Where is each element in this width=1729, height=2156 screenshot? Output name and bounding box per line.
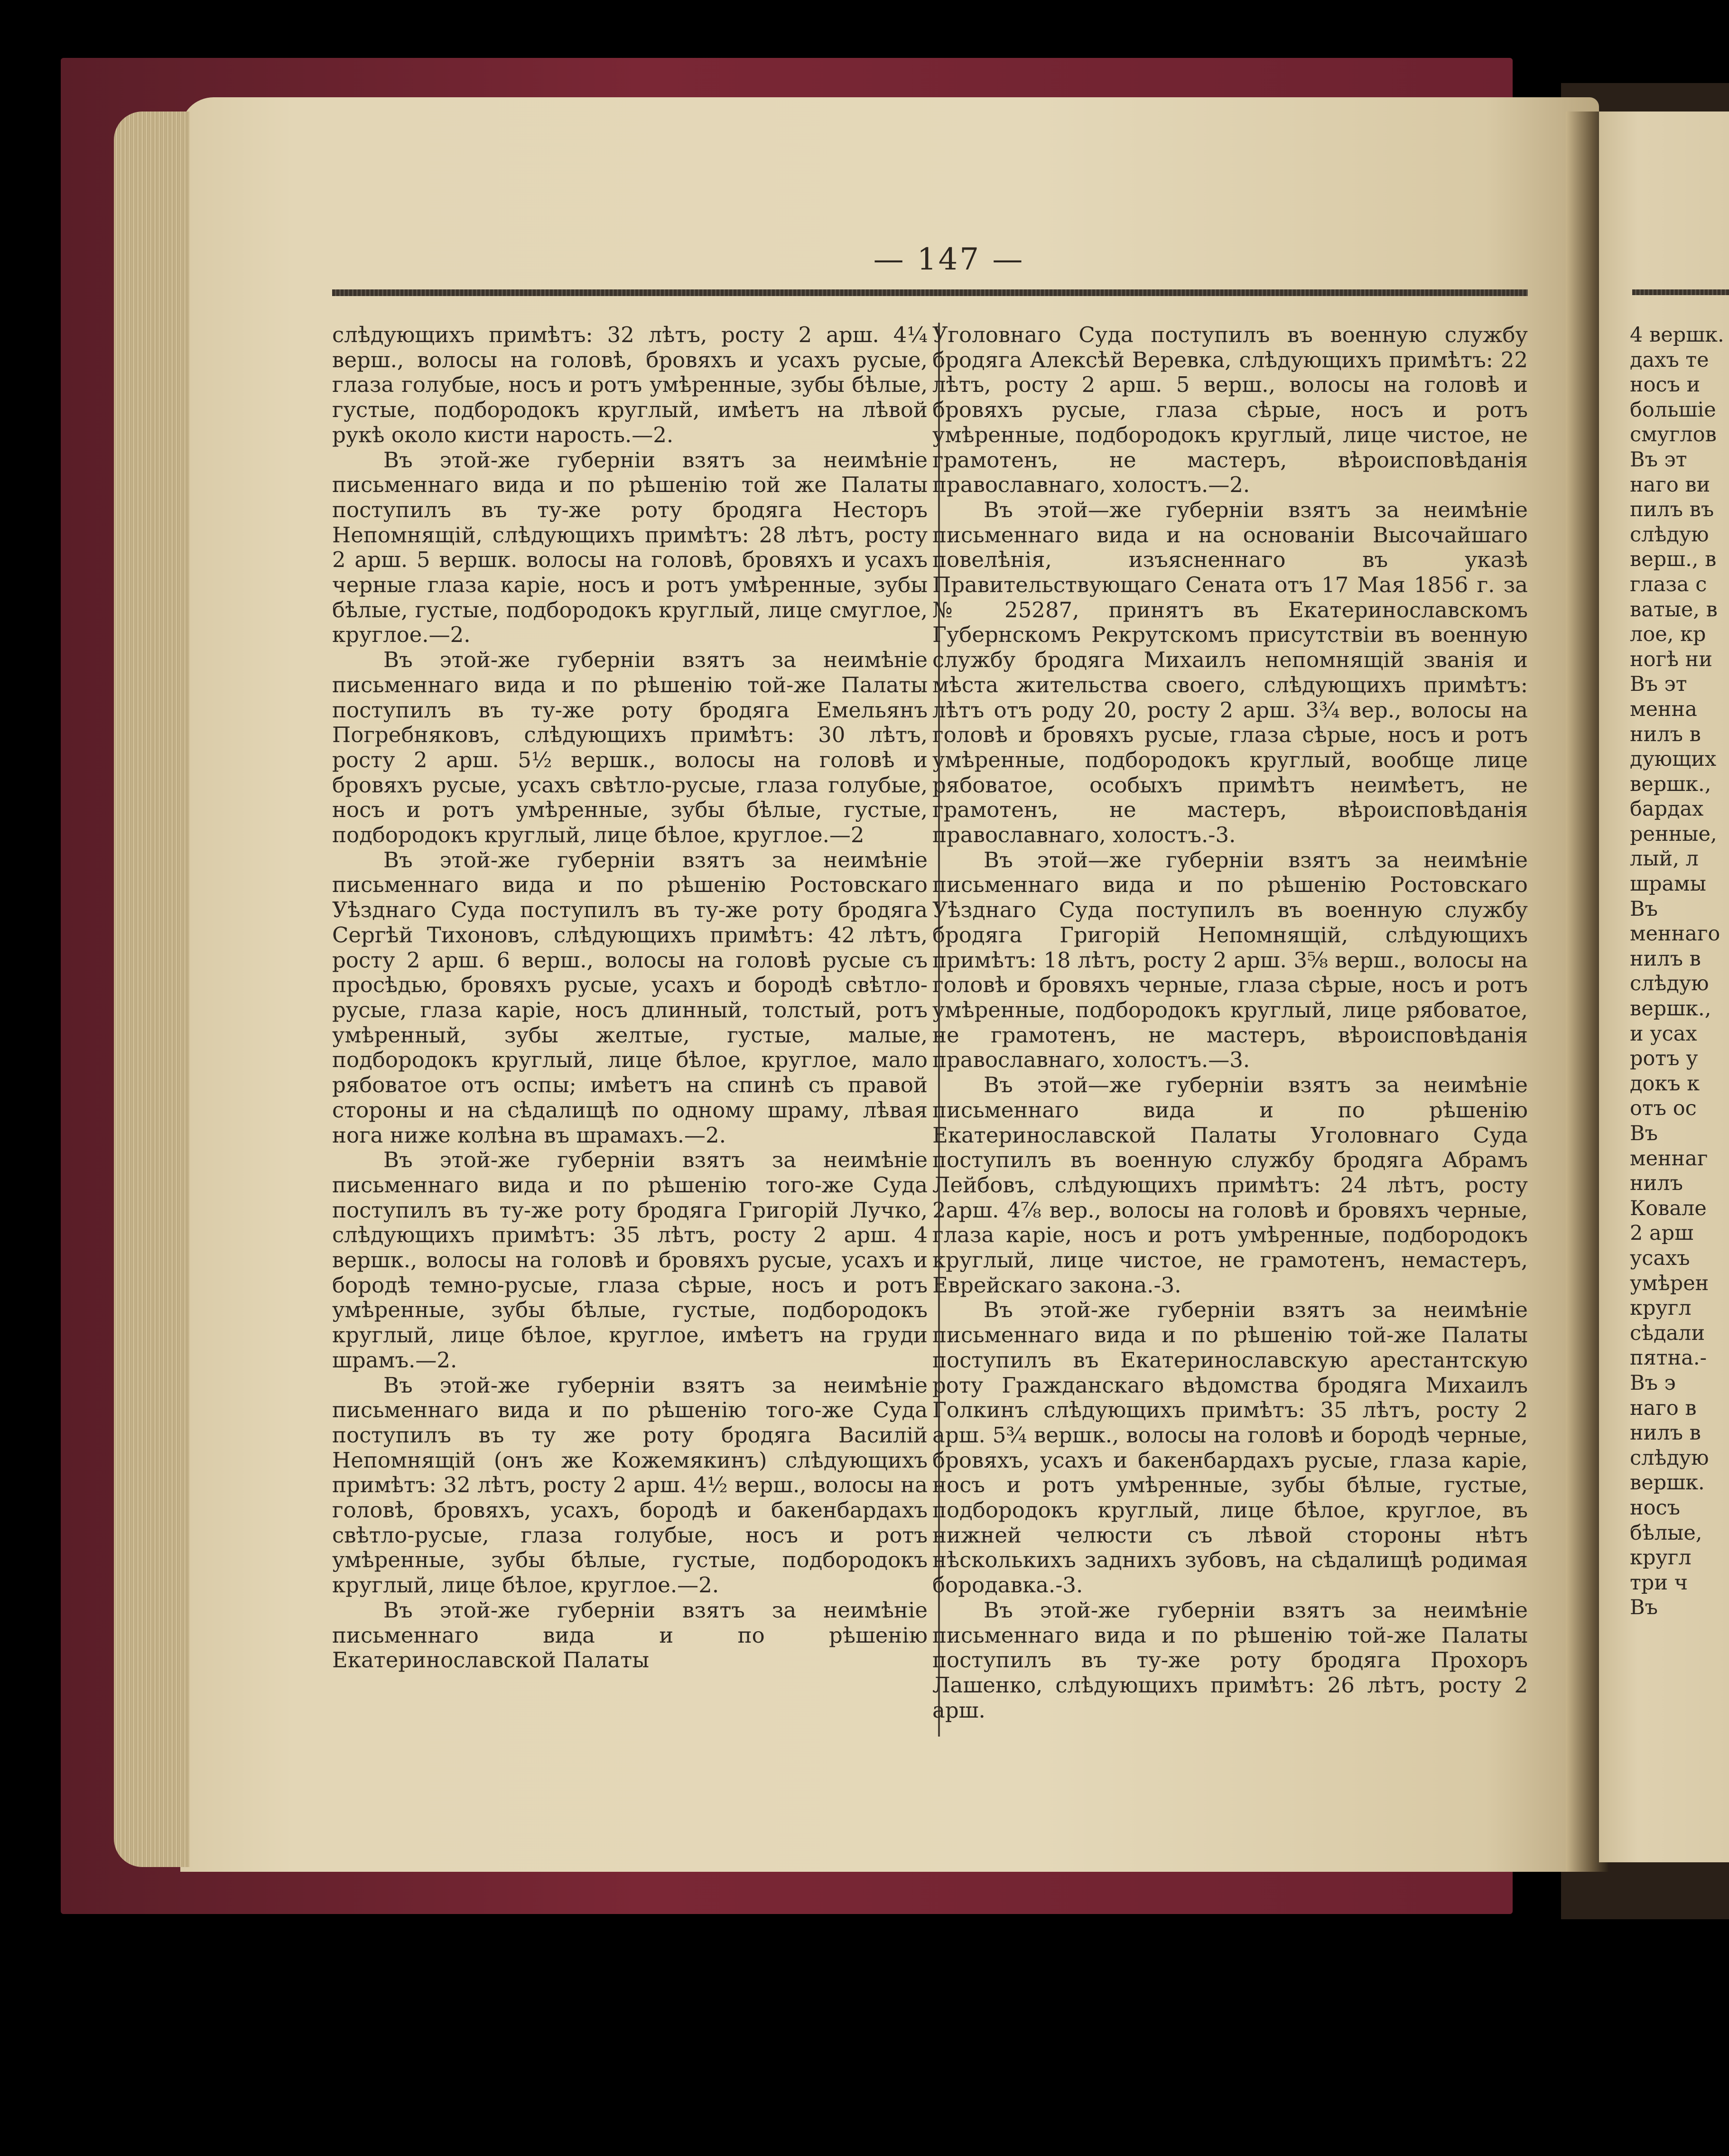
next-page-line: лое, кр: [1630, 623, 1706, 647]
next-page-line: ренные,: [1630, 822, 1717, 846]
paragraph: Въ этой—же губерніи взятъ за неимѣніе письменнаго вида и на основаніи Высочайшаго повелѣнія, изъясненнаго въ указѣ Правительствующаго Сената отъ 17 Мая 1856 г. за № 25287, принятъ въ Екатеринославскомъ Губернскомъ Рекрутскомъ присутствіи въ военную службу бродяга Михаилъ непомнящій званія и мѣста жительства своего, слѣдующихъ примѣтъ: лѣтъ отъ роду 20, росту 2 арш. 3¾ вер., волосы на головѣ и бровяхъ русые, глаза сѣрые, носъ и ротъ умѣренные, подбородокъ круглый, вообще лице рябоватое, особыхъ примѣтъ неимѣетъ, не грамотенъ, не мастеръ, вѣроисповѣданія православнаго, холостъ.-3.: [932, 497, 1528, 848]
next-page-line: наго в: [1630, 1396, 1697, 1420]
next-page-line: верш., в: [1630, 548, 1717, 572]
next-page-line: вершк.: [1630, 1471, 1705, 1495]
next-page-line: носъ и: [1630, 373, 1701, 397]
next-page-line: меннаг: [1630, 1146, 1708, 1171]
next-page-line: большіе: [1630, 398, 1716, 422]
right-column: [932, 323, 1528, 1746]
next-page-line: шрамы: [1630, 872, 1706, 896]
next-page-line: 4 вершк.: [1630, 323, 1724, 347]
next-page-line: бѣлые,: [1630, 1521, 1702, 1545]
next-page-line: ротъ у: [1630, 1047, 1698, 1071]
paragraph: Уголовнаго Суда поступилъ въ военную службу бродяга Алексѣй Веревка, слѣдующихъ примѣтъ: 22 лѣтъ, росту 2 арш. 5 верш., волосы на головѣ и бровяхъ русые, глаза сѣрые, носъ и ротъ умѣренные, подбородокъ круглый, лице чистое, не грамотенъ, не мастеръ, вѣроисповѣданія православнаго, холостъ.—2.: [932, 323, 1528, 498]
paragraph: Въ этой-же губерніи взятъ за неимѣніе письменнаго вида и по рѣшенію той же Палаты поступилъ въ ту-же роту бродяга Несторъ Непомнящій, слѣдующихъ примѣтъ: 28 лѣтъ, росту 2 арш. 5 вершк. волосы на головѣ, бровяхъ и усахъ черные глаза каріе, носъ и ротъ умѣренные, зубы бѣлые, густые, подбородокъ круглый, лице смуглое, круглое.—2.: [332, 447, 928, 648]
next-page-line: наго ви: [1630, 473, 1710, 497]
paragraph: Въ этой-же губерніи взятъ за неимѣніе письменнаго вида и по рѣшенію Екатеринославской Палаты: [332, 1597, 928, 1673]
next-page-line: кругл: [1630, 1296, 1692, 1320]
header-rule: [332, 289, 1528, 296]
next-page-line: нилъ: [1630, 1171, 1683, 1196]
next-page-line: смуглов: [1630, 423, 1717, 447]
next-page-rule: [1632, 289, 1729, 295]
paragraph: Въ этой-же губерніи взятъ за неимѣніе письменнаго вида и по рѣшенію той-же Палаты поступилъ въ ту-же роту бродяга Емельянъ Погребняковъ, слѣдующихъ примѣтъ: 30 лѣтъ, росту 2 арш. 5½ вершк., волосы на головѣ и бровяхъ русые, усахъ свѣтло-русые, глаза голубые, носъ и ротъ умѣренные, зубы бѣлые, густые, подбородокъ круглый, лице бѣлое, круглое.—2: [332, 647, 928, 848]
next-page-line: ватые, в: [1630, 597, 1718, 622]
next-page-line: и усах: [1630, 1022, 1697, 1046]
paragraph: слѣдующихъ примѣтъ: 32 лѣтъ, росту 2 арш. 4¼ верш., волосы на головѣ, бровяхъ и усахъ русые, глаза голубые, носъ и ротъ умѣренные, зубы бѣлые, густые, подбородокъ круглый, имѣетъ на лѣвой рукѣ около кисти нарость.—2.: [332, 323, 928, 447]
next-page-line: отъ ос: [1630, 1097, 1697, 1121]
next-page-line: нилъ в: [1630, 722, 1701, 746]
paragraph: Въ этой-же губерніи взятъ за неимѣніе письменнаго вида и по рѣшенію того-же Суда поступилъ въ ту же роту бродяга Василій Непомнящій (онъ же Кожемякинъ) слѣдующихъ примѣтъ: 32 лѣтъ, росту 2 арш. 4½ верш., волосы на головѣ, бровяхъ, усахъ, бородѣ и бакенбардахъ свѣтло-русые, глаза голубые, носъ и ротъ умѣренные, зубы бѣлые, густые, подбородокъ круглый, лице бѣлое, круглое.—2.: [332, 1372, 928, 1598]
next-page-line: Въ: [1630, 1596, 1658, 1620]
next-page-line: дующих: [1630, 747, 1717, 771]
next-page-line: Въ эт: [1630, 672, 1687, 697]
next-page-line: слѣдую: [1630, 522, 1709, 547]
page-number: — 147 —: [873, 242, 1025, 277]
next-page-line: Въ: [1630, 1122, 1658, 1145]
next-page-line: усахъ: [1630, 1246, 1690, 1270]
next-page-line: сѣдали: [1630, 1321, 1705, 1345]
next-page-line: глаза с: [1630, 572, 1707, 596]
next-page-line: носъ: [1630, 1496, 1680, 1520]
next-page-line: нилъ в: [1630, 947, 1701, 971]
paragraph: Въ этой-же губерніи взятъ за неимѣніе письменнаго вида и по рѣшенію того-же Суда поступилъ въ ту-же роту бродяга Григорій Лучко, слѣдующихъ примѣтъ: 35 лѣтъ, росту 2 арш. 4 вершк., волосы на головѣ и бровяхъ русые, усахъ и бородѣ темно-русые, глаза сѣрые, носъ и ротъ умѣренные, зубы бѣлые, густые, подбородокъ круглый, лице бѣлое, круглое, имѣетъ на груди шрамъ.—2.: [332, 1147, 928, 1373]
next-page-line: дахъ те: [1630, 348, 1709, 372]
next-page-line: слѣдую: [1630, 1446, 1709, 1470]
next-page-line: вершк.,: [1630, 772, 1711, 796]
next-page-line: слѣдую: [1630, 972, 1709, 996]
next-page-line: Ковале: [1630, 1196, 1707, 1220]
next-page-line: Въ: [1630, 897, 1658, 921]
next-page-text: [1630, 323, 1729, 1699]
next-page-line: менна: [1630, 697, 1697, 721]
page-edges: [114, 112, 190, 1867]
left-column: [332, 323, 928, 1746]
next-page-line: Въ эт: [1630, 447, 1687, 472]
paragraph: Въ этой-же губерніи взятъ за неимѣніе письменнаго вида и по рѣшенію той-же Палаты поступилъ въ ту-же роту бродяга Прохоръ Лашенко, слѣдующихъ примѣтъ: 26 лѣтъ, росту 2 арш.: [932, 1597, 1528, 1723]
next-page-line: вершк.,: [1630, 997, 1711, 1021]
next-page-line: лый, л: [1630, 847, 1699, 871]
next-page-line: три ч: [1630, 1571, 1688, 1595]
paragraph: Въ этой-же губерніи взятъ за неимѣніе письменнаго вида и по рѣшенію Ростовскаго Уѣзднаго Суда поступилъ въ ту-же роту бродяга Сергѣй Тихоновъ, слѣдующихъ примѣтъ: 42 лѣтъ, росту 2 арш. 6 верш., волосы на головѣ русые съ просѣдью, бровяхъ русые, усахъ и бородѣ свѣтло-русые, глаза каріе, носъ длинный, толстый, ротъ умѣренный, зубы желтые, густые, малые, подбородокъ круглый, лице бѣлое, круглое, мало рябоватое отъ оспы; имѣетъ на спинѣ съ правой стороны и на сѣдалищѣ по одному шраму, лѣвая нога ниже колѣна въ шрамахъ.—2.: [332, 847, 928, 1148]
next-page-line: пилъ въ: [1630, 498, 1714, 522]
next-page-line: нилъ в: [1630, 1421, 1701, 1445]
paragraph: Въ этой—же губерніи взятъ за неимѣніе письменнаго вида и по рѣшенію Екатеринославской Палаты Уголовнаго Суда поступилъ въ военную службу бродяга Абрамъ Лейбовъ, слѣдующихъ примѣтъ: 24 лѣтъ, росту 2арш. 4⅞ вер., волосы на головѣ и бровяхъ черные, глаза каріе, носъ и ротъ умѣренные, подбородокъ круглый, лице чистое, не грамотенъ, немастеръ, Еврейскаго закона.-3.: [932, 1072, 1528, 1298]
next-page-line: пятна.-: [1630, 1346, 1707, 1370]
next-page-line: 2 арш: [1630, 1221, 1694, 1245]
paragraph: Въ этой—же губерніи взятъ за неимѣніе письменнаго вида и по рѣшенію Ростовскаго Уѣзднаго Суда поступилъ въ военную службу бродяга Григорій Непомнящій, слѣдующихъ примѣтъ: 18 лѣтъ, росту 2 арш. 3⅝ верш., волосы на головѣ и бровяхъ черные, глаза сѣрые, носъ и ротъ умѣренные, подбородокъ круглый, лице рябоватое, не грамотенъ, не мастеръ, вѣроисповѣданія православнаго, холостъ.—3.: [932, 847, 1528, 1073]
next-page-line: кругл: [1630, 1546, 1692, 1570]
next-page-line: ногѣ ни: [1630, 647, 1712, 671]
paragraph: Въ этой-же губерніи взятъ за неимѣніе письменнаго вида и по рѣшенію той-же Палаты поступилъ въ Екатеринославскую арестантскую роту Гражданскаго вѣдомства бродяга Михаилъ Голкинъ слѣдующихъ примѣтъ: 35 лѣтъ, росту 2 арш. 5¾ вершк., волосы на головѣ и бородѣ черные, бровяхъ, усахъ и бакенбардахъ русые, глаза каріе, носъ и ротъ умѣренные, зубы бѣлые, густые, подбородокъ круглый, лице бѣлое, круглое, въ нижней челюсти съ лѣвой стороны нѣтъ нѣсколькихъ заднихъ зубовъ, на сѣдалищѣ родимая бородавка.-3.: [932, 1297, 1528, 1598]
next-page-line: меннаго: [1630, 922, 1720, 946]
next-page-line: докъ к: [1630, 1071, 1700, 1096]
next-page-line: Въ э: [1630, 1371, 1676, 1395]
next-page-line: умѣрен: [1630, 1271, 1709, 1295]
next-page-line: бардах: [1630, 797, 1704, 821]
